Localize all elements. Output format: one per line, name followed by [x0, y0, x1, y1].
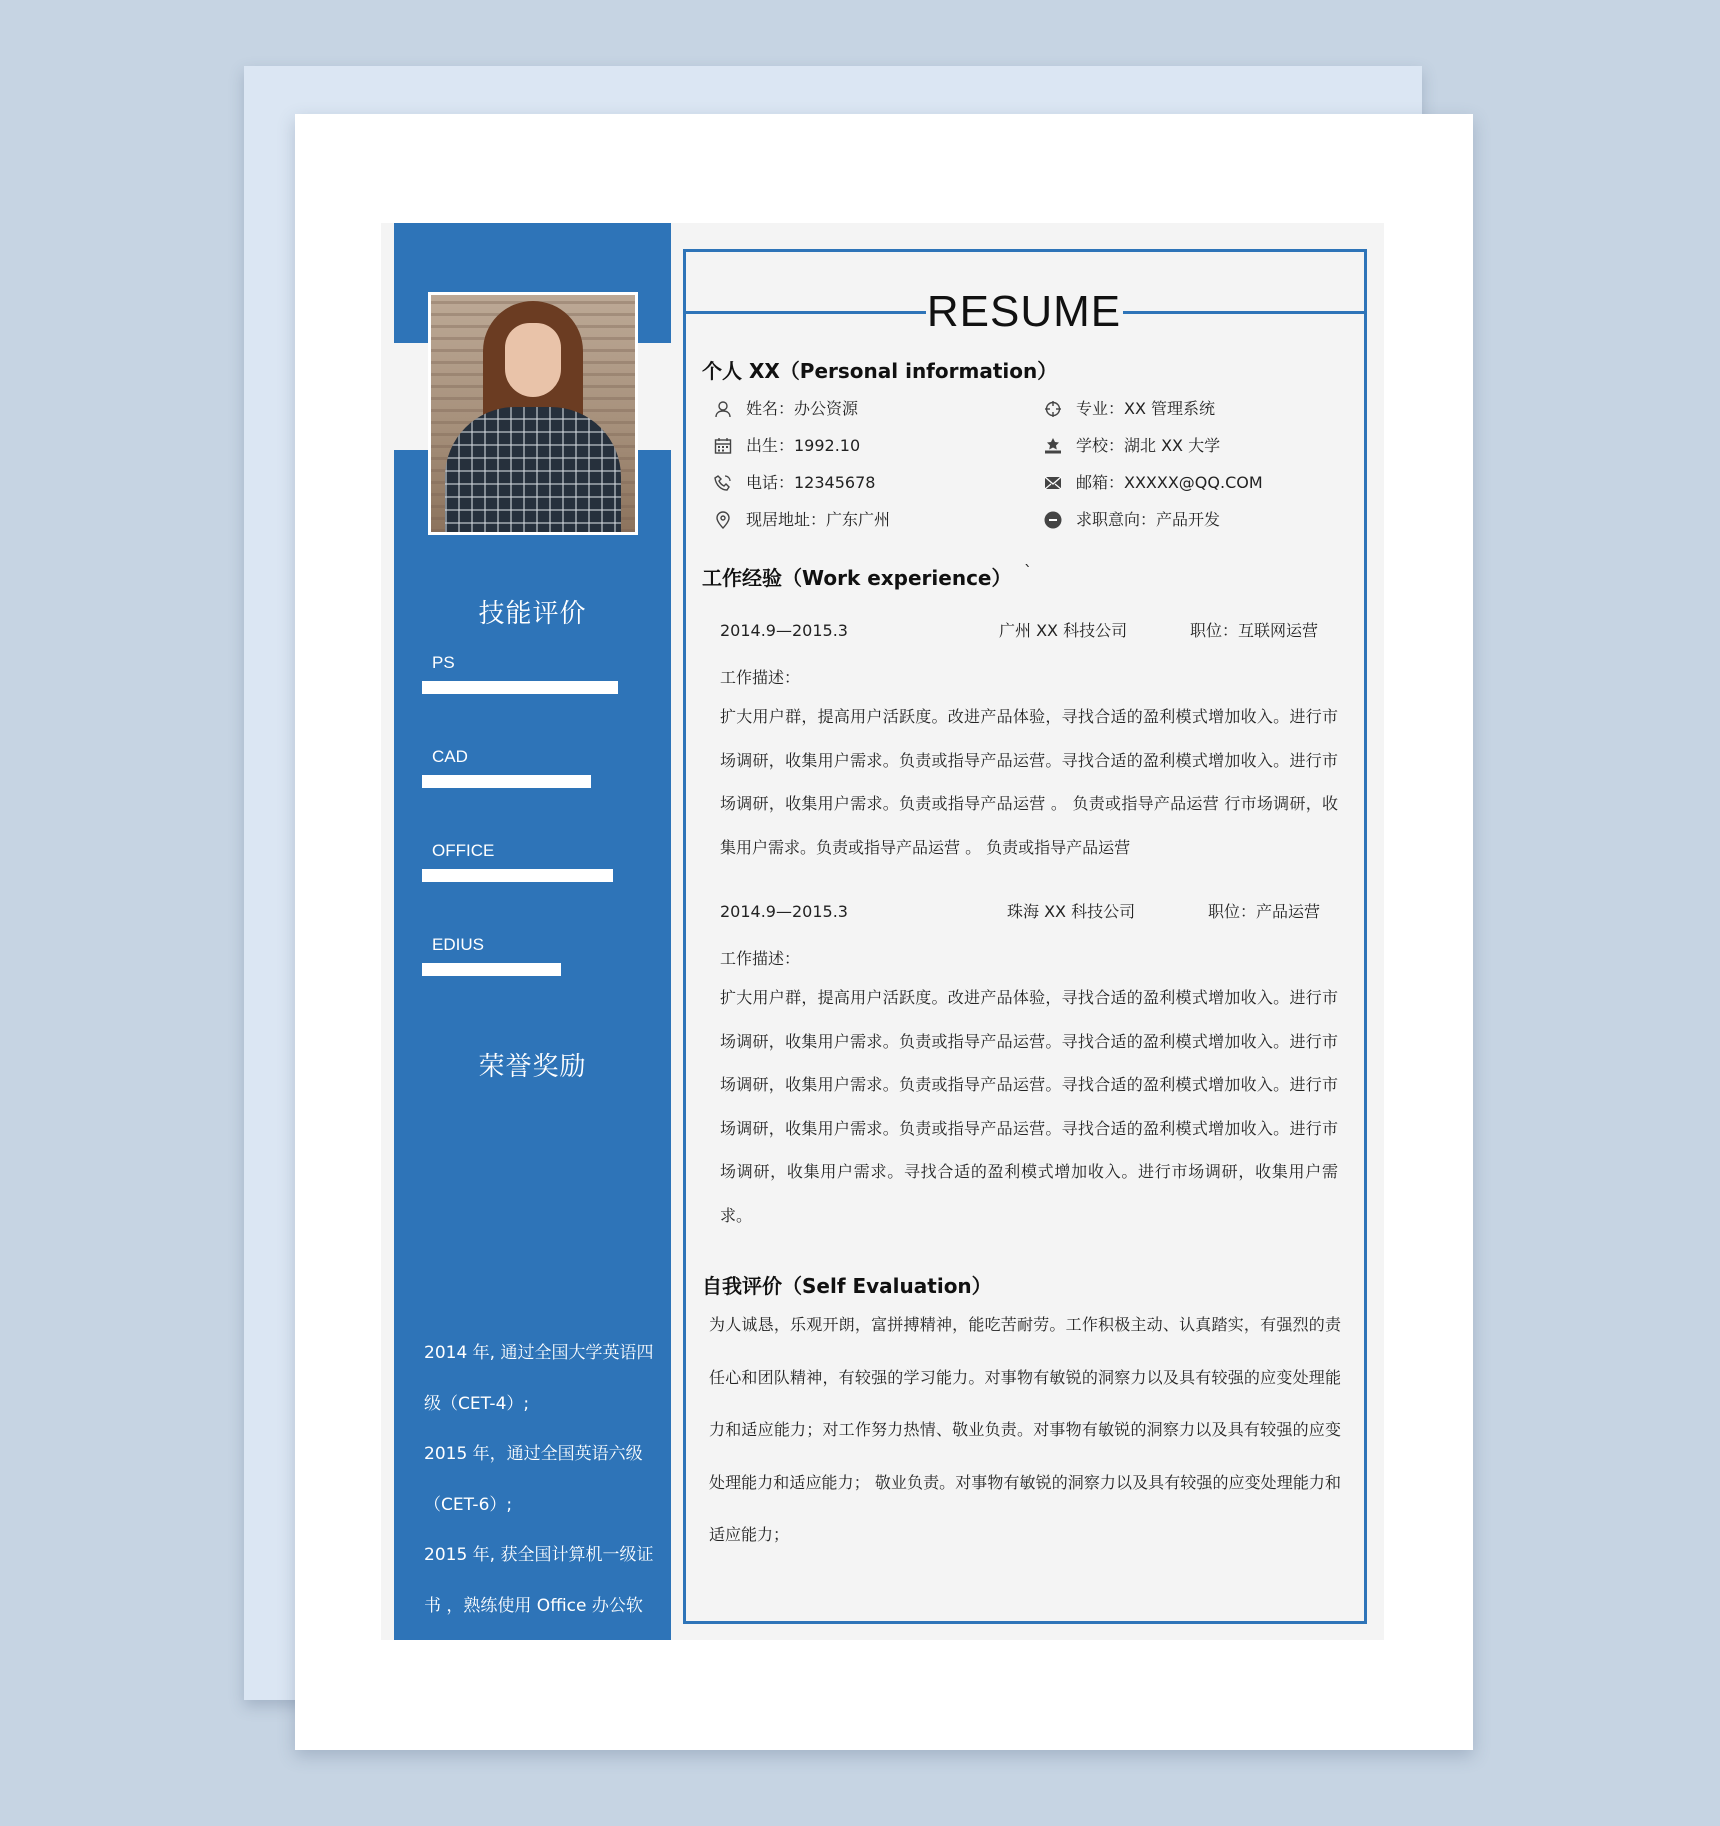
info-school: 学校：湖北 XX 大学 [1044, 433, 1220, 459]
self-evaluation-heading: 自我评价（Self Evaluation） [702, 1274, 992, 1298]
skill-label: EDIUS [432, 935, 484, 954]
school-icon [1044, 437, 1062, 455]
job-1-description: 扩大用户群，提高用户活跃度。改进产品体验，寻找合适的盈利模式增加收入。进行市场调研，收集用户需求。负责或指导产品运营。寻找合适的盈利模式增加收入。进行市场调研，收集用户需求。负责或指导产品运营 。 负责或指导产品运营 行市场调研，收集用户需求。负责或指导产品运营 。 负责或指导产品运营 [720, 707, 1338, 857]
skill-label: CAD [432, 747, 468, 766]
skill-office [422, 839, 642, 882]
personal-info-heading: 个人 XX（Personal information） [702, 359, 1058, 383]
skill-bar [422, 775, 591, 788]
info-job-intent: 求职意向：产品开发 [1044, 507, 1220, 533]
location-icon [714, 511, 732, 529]
award-item: 2015 年, 获全国计算机一级证书 ，熟练使用 Office 办公软件; [424, 1545, 654, 1666]
job-intent-icon [1044, 511, 1062, 529]
stray-mark: ` [1024, 562, 1032, 581]
profile-photo [428, 292, 638, 535]
job-2-desc-label: 工作描述： [720, 949, 801, 968]
work-experience-heading: 工作经验（Work experience） [702, 566, 1012, 590]
info-email: 邮箱：XXXXX@QQ.COM [1044, 470, 1263, 496]
self-evaluation-text: 为人诚恳，乐观开朗，富拼搏精神，能吃苦耐劳。工作积极主动、认真踏实，有强烈的责任心和团队精神，有较强的学习能力。对事物有敏锐的洞察力以及具有较强的应变处理能力和适应能力；对工作努力热情、敬业负责。对事物有敏锐的洞察力以及具有较强的应变处理能力和适应能力； 敬业负责。对事物有敏锐的洞察力以及具有较强的应变处理能力和适应能力； [709, 1315, 1341, 1544]
skill-edius [422, 933, 642, 976]
title-rule-left [686, 311, 926, 314]
job-company: 广州 XX 科技公司 [999, 621, 1128, 640]
info-address: 现居地址：广东广州 [714, 507, 890, 533]
resume-title: RESUME [926, 287, 1122, 336]
title-rule-right [1123, 311, 1364, 314]
skill-cad [422, 745, 642, 788]
skill-bar [422, 869, 613, 882]
award-item: 2014 年, 通过全国大学英语四级（CET-4）; [424, 1343, 654, 1414]
job-position: 职位：产品运营 [1208, 902, 1321, 921]
job-1-desc-label: 工作描述： [720, 668, 801, 687]
job-position: 职位：互联网运营 [1190, 621, 1319, 640]
main-panel [683, 249, 1367, 1624]
resume-document [381, 223, 1384, 1666]
skill-ps [422, 651, 642, 694]
skill-bar [422, 963, 561, 976]
user-icon [714, 400, 732, 418]
mail-icon [1044, 474, 1062, 492]
info-major: 专业：XX 管理系统 [1044, 396, 1215, 422]
calendar-icon [714, 437, 732, 455]
skill-label: OFFICE [432, 841, 495, 860]
awards-heading: 荣誉奖励 [478, 1052, 587, 1082]
job-2-description: 扩大用户群，提高用户活跃度。改进产品体验，寻找合适的盈利模式增加收入。进行市场调研，收集用户需求。负责或指导产品运营。寻找合适的盈利模式增加收入。进行市场调研，收集用户需求。负责或指导产品运营。寻找合适的盈利模式增加收入。进行市场调研，收集用户需求。负责或指导产品运营。寻找合适的盈利模式增加收入。进行市场调研，收集用户需求。寻找合适的盈利模式增加收入。进行市场调研，收集用户需求。 [720, 988, 1338, 1225]
awards-list [424, 1328, 654, 1682]
job-company: 珠海 XX 科技公司 [1007, 902, 1136, 921]
skill-bar [422, 681, 618, 694]
info-birth: 出生：1992.10 [714, 433, 860, 459]
title-row [686, 284, 1364, 340]
phone-icon [714, 474, 732, 492]
info-name: 姓名：办公资源 [714, 396, 858, 422]
sidebar [394, 223, 671, 1666]
info-phone: 电话：12345678 [714, 470, 875, 496]
job-1-header [720, 618, 1330, 644]
job-period: 2014.9—2015.3 [720, 621, 848, 640]
skill-label: PS [432, 653, 455, 672]
skills-heading: 技能评价 [478, 599, 587, 629]
job-period: 2014.9—2015.3 [720, 902, 848, 921]
award-item: 2015 年，通过全国英语六级（CET-6）; [424, 1444, 643, 1515]
major-icon [1044, 400, 1062, 418]
job-2-header [720, 899, 1330, 925]
